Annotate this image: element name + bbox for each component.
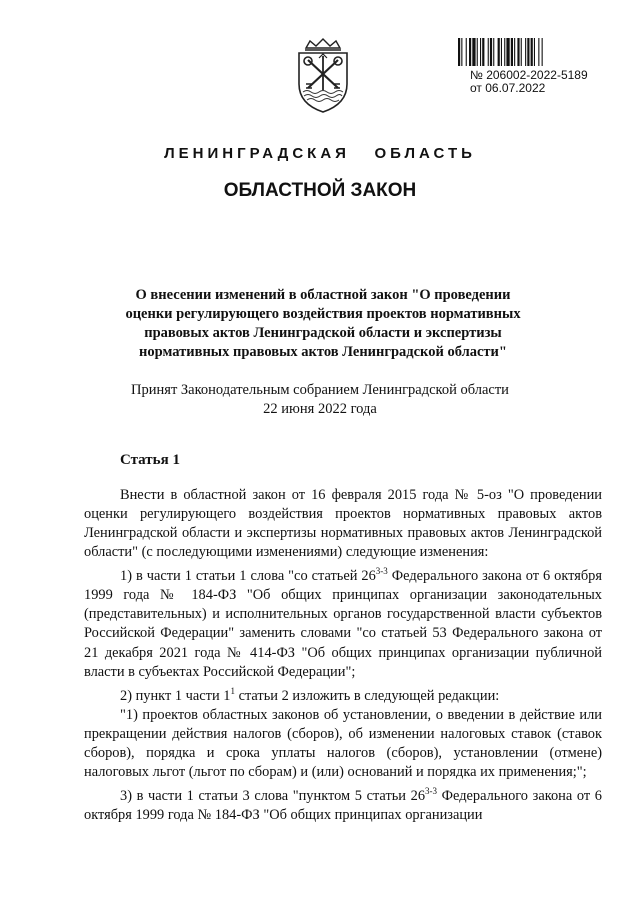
- item-1-text-after: Федерального закона от 6 октября 1999 года № 184-ФЗ "Об общих принципах организации законодательных (представительных) и исполнительных органов государственной власти субъектов Российской Федерации" заменить словами "со статьей 53 Федерального закона от 21 декабря 2021 года № 414-ФЗ "Об общих принципах организации публичной власти в субъектах Российской Федерации";: [84, 568, 602, 680]
- barcode-bar: [469, 38, 471, 66]
- barcode-bar: [493, 38, 494, 66]
- article-body: [84, 486, 602, 825]
- item-2-new-wording: "1) проектов областных законов об установлении, о введении в действие или прекращении действия налогов (сборов), об изменении налоговых ставок (ставок сборов), порядка и срока уплаты налогов (сборов), установлении (отмене) налоговых льгот (льгот по сборам) и (или) оснований и порядка их применения;";: [84, 706, 602, 780]
- item-2-text-after: статьи 2 изложить в следующей редакции:: [234, 687, 500, 704]
- item-3-superscript: 3-3: [425, 786, 438, 796]
- item-3-paragraph: [84, 782, 602, 825]
- barcode-bar: [501, 38, 502, 66]
- barcode-icon: [458, 38, 590, 66]
- barcode-bar: [538, 38, 539, 66]
- adoption-line-date: 22 июня 2022 года: [263, 401, 377, 417]
- coat-of-arms-icon: [292, 38, 354, 114]
- adoption-statement: [90, 381, 550, 419]
- barcode-bar: [506, 38, 509, 66]
- item-1-text-before: 1) в части 1 статьи 1 слова "со статьей 26: [120, 568, 376, 585]
- barcode-bar: [458, 38, 460, 66]
- barcode-bar: [542, 38, 543, 66]
- item-3-text-after: Федерального закона от 6 октября 1999 года № 184-ФЗ "Об общих принципах организации: [84, 787, 602, 823]
- document-date: от 06.07.2022: [470, 81, 546, 95]
- barcode-bar: [482, 38, 484, 66]
- region-heading: ЛЕНИНГРАДСКАЯ ОБЛАСТЬ: [164, 145, 476, 162]
- barcode-bar: [461, 38, 462, 66]
- barcode-bar: [517, 38, 519, 66]
- barcode-bar: [514, 38, 515, 66]
- law-title: О внесении изменений в областной закон "О проведении оценки регулирующего воздействия проектов нормативных правовых актов Ленинградской области и экспертизы нормативных правовых актов Ленинградской области": [125, 287, 521, 360]
- barcode-bar: [490, 38, 492, 66]
- item-3-text-before: 3) в части 1 статьи 3 слова "пунктом 5 статьи 26: [120, 787, 426, 804]
- law-type-heading: ОБЛАСТНОЙ ЗАКОН: [223, 180, 417, 201]
- barcode-bar: [488, 38, 489, 66]
- barcode-bar: [531, 38, 533, 66]
- barcode-bar: [534, 38, 535, 66]
- item-2-paragraph: [84, 682, 602, 706]
- barcode-bar: [527, 38, 529, 66]
- adoption-line-body: Принят Законодательным собранием Ленинградской области: [131, 382, 509, 398]
- barcode-bar: [525, 38, 526, 66]
- barcode-bar: [521, 38, 522, 66]
- item-1-paragraph: [84, 562, 602, 681]
- document-number: № 206002-2022-5189: [470, 68, 588, 82]
- article-heading: Статья 1: [120, 452, 180, 468]
- intro-paragraph: Внести в областной закон от 16 февраля 2015 года № 5-оз "О проведении оценки регулирующего воздействия проектов нормативных правовых актов Ленинградской области и экспертизы нормативных правовых актов Ленинградской области" (с последующими изменениями) следующие изменения:: [84, 487, 602, 561]
- barcode-bar: [477, 38, 478, 66]
- item-1-superscript: 3-3: [375, 566, 388, 577]
- barcode-bar: [504, 38, 505, 66]
- item-2-text-before: 2) пункт 1 части 1: [120, 687, 231, 704]
- barcode-bar: [472, 38, 475, 66]
- barcode-bar: [498, 38, 500, 66]
- barcode-bar: [480, 38, 481, 66]
- barcode-bar: [466, 38, 467, 66]
- barcode-bar: [511, 38, 513, 66]
- item-2-superscript: 1: [230, 685, 235, 696]
